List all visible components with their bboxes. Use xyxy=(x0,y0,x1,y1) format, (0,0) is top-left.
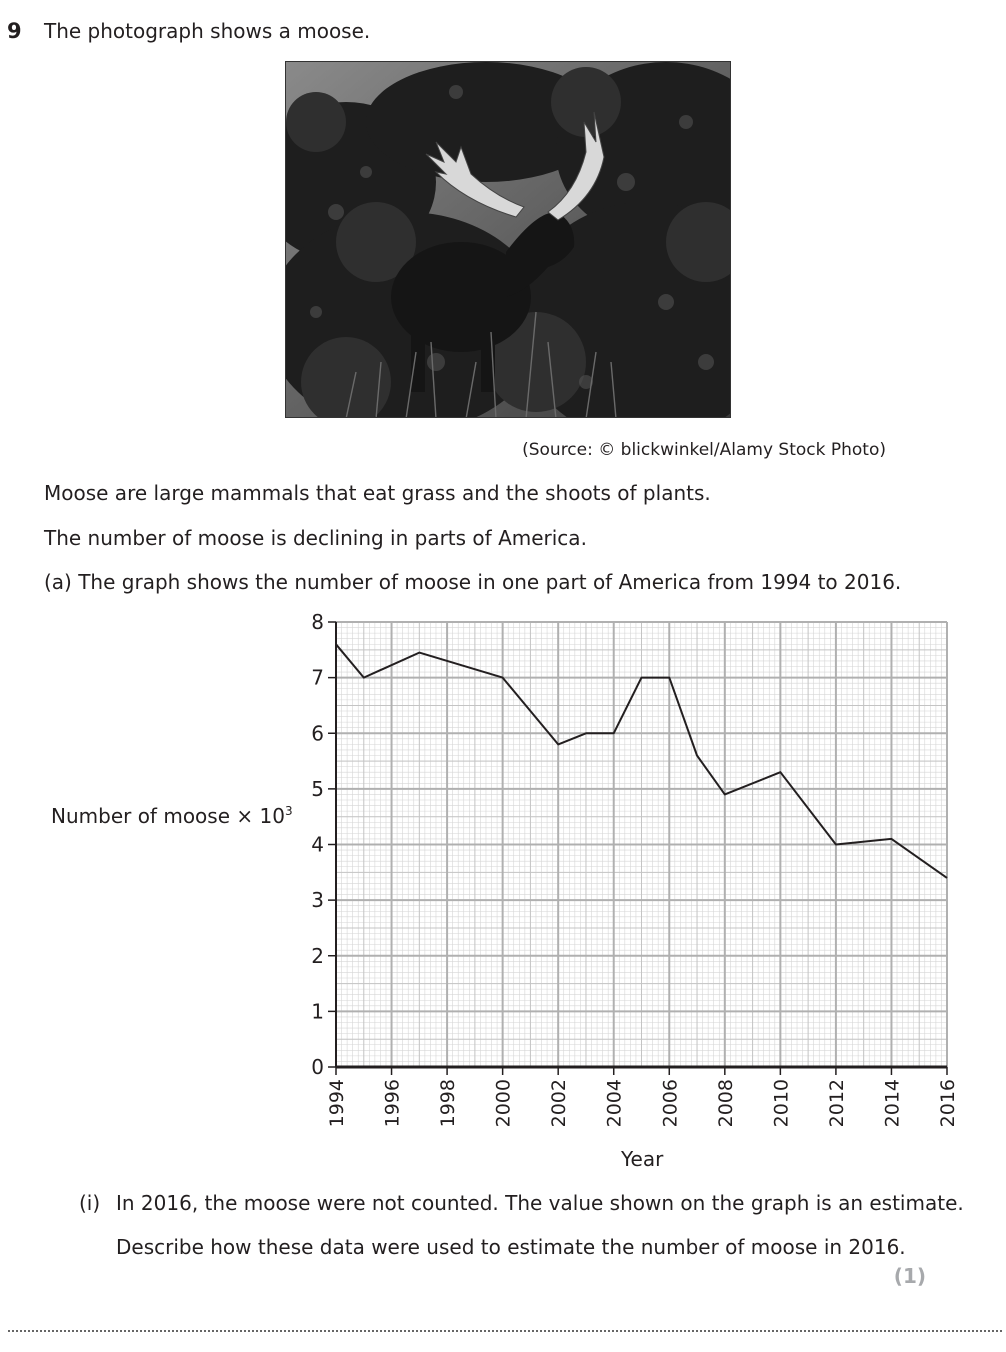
paragraph-moose-decline: The number of moose is declining in parts of America. xyxy=(44,526,587,550)
y-tick-label: 6 xyxy=(311,721,324,746)
x-tick-label: 2012 xyxy=(825,1079,848,1128)
question-number: 9 xyxy=(7,19,22,43)
x-tick-label: 2006 xyxy=(659,1079,682,1128)
x-tick-label: 2000 xyxy=(492,1079,515,1128)
marks-indicator: (1) xyxy=(893,1264,926,1288)
x-axis-ticks xyxy=(326,1067,959,1127)
paragraph-moose-diet: Moose are large mammals that eat grass and the shoots of plants. xyxy=(44,481,711,505)
part-i-number: (i) xyxy=(79,1191,101,1215)
y-tick-label: 5 xyxy=(311,776,324,801)
part-a-text: (a) The graph shows the number of moose in one part of America from 1994 to 2016. xyxy=(44,570,902,594)
x-tick-label: 2004 xyxy=(603,1079,626,1128)
x-tick-label: 2002 xyxy=(548,1079,571,1128)
moose-population-chart xyxy=(290,605,960,1145)
y-tick-label: 2 xyxy=(311,943,324,968)
y-tick-label: 3 xyxy=(311,888,324,913)
x-tick-label: 2016 xyxy=(937,1079,959,1128)
x-tick-label: 2008 xyxy=(714,1079,737,1128)
y-tick-label: 1 xyxy=(311,999,324,1024)
y-tick-label: 8 xyxy=(311,610,324,634)
part-i-instruction: Describe how these data were used to estimate the number of moose in 2016. xyxy=(116,1235,906,1259)
y-tick-label: 7 xyxy=(311,665,324,690)
y-tick-label: 0 xyxy=(311,1055,324,1079)
photo-source: (Source: © blickwinkel/Alamy Stock Photo) xyxy=(522,440,886,460)
x-tick-label: 1994 xyxy=(326,1079,348,1128)
answer-line[interactable] xyxy=(8,1330,1002,1332)
y-axis-label-exponent: 3 xyxy=(284,804,293,818)
y-axis-label xyxy=(51,804,293,828)
x-tick-label: 2014 xyxy=(881,1079,904,1128)
y-tick-label: 4 xyxy=(311,832,324,857)
y-axis-label-text: Number of moose × 10 xyxy=(51,804,285,828)
x-tick-label: 1996 xyxy=(381,1079,404,1128)
moose-photograph xyxy=(285,61,731,418)
part-i-text: In 2016, the moose were not counted. The value shown on the graph is an estimate. xyxy=(116,1191,964,1215)
x-tick-label: 1998 xyxy=(437,1079,460,1128)
x-axis-label: Year xyxy=(621,1147,664,1171)
question-intro: The photograph shows a moose. xyxy=(44,19,371,43)
x-tick-label: 2010 xyxy=(770,1079,793,1128)
y-axis-ticks xyxy=(311,610,336,1079)
